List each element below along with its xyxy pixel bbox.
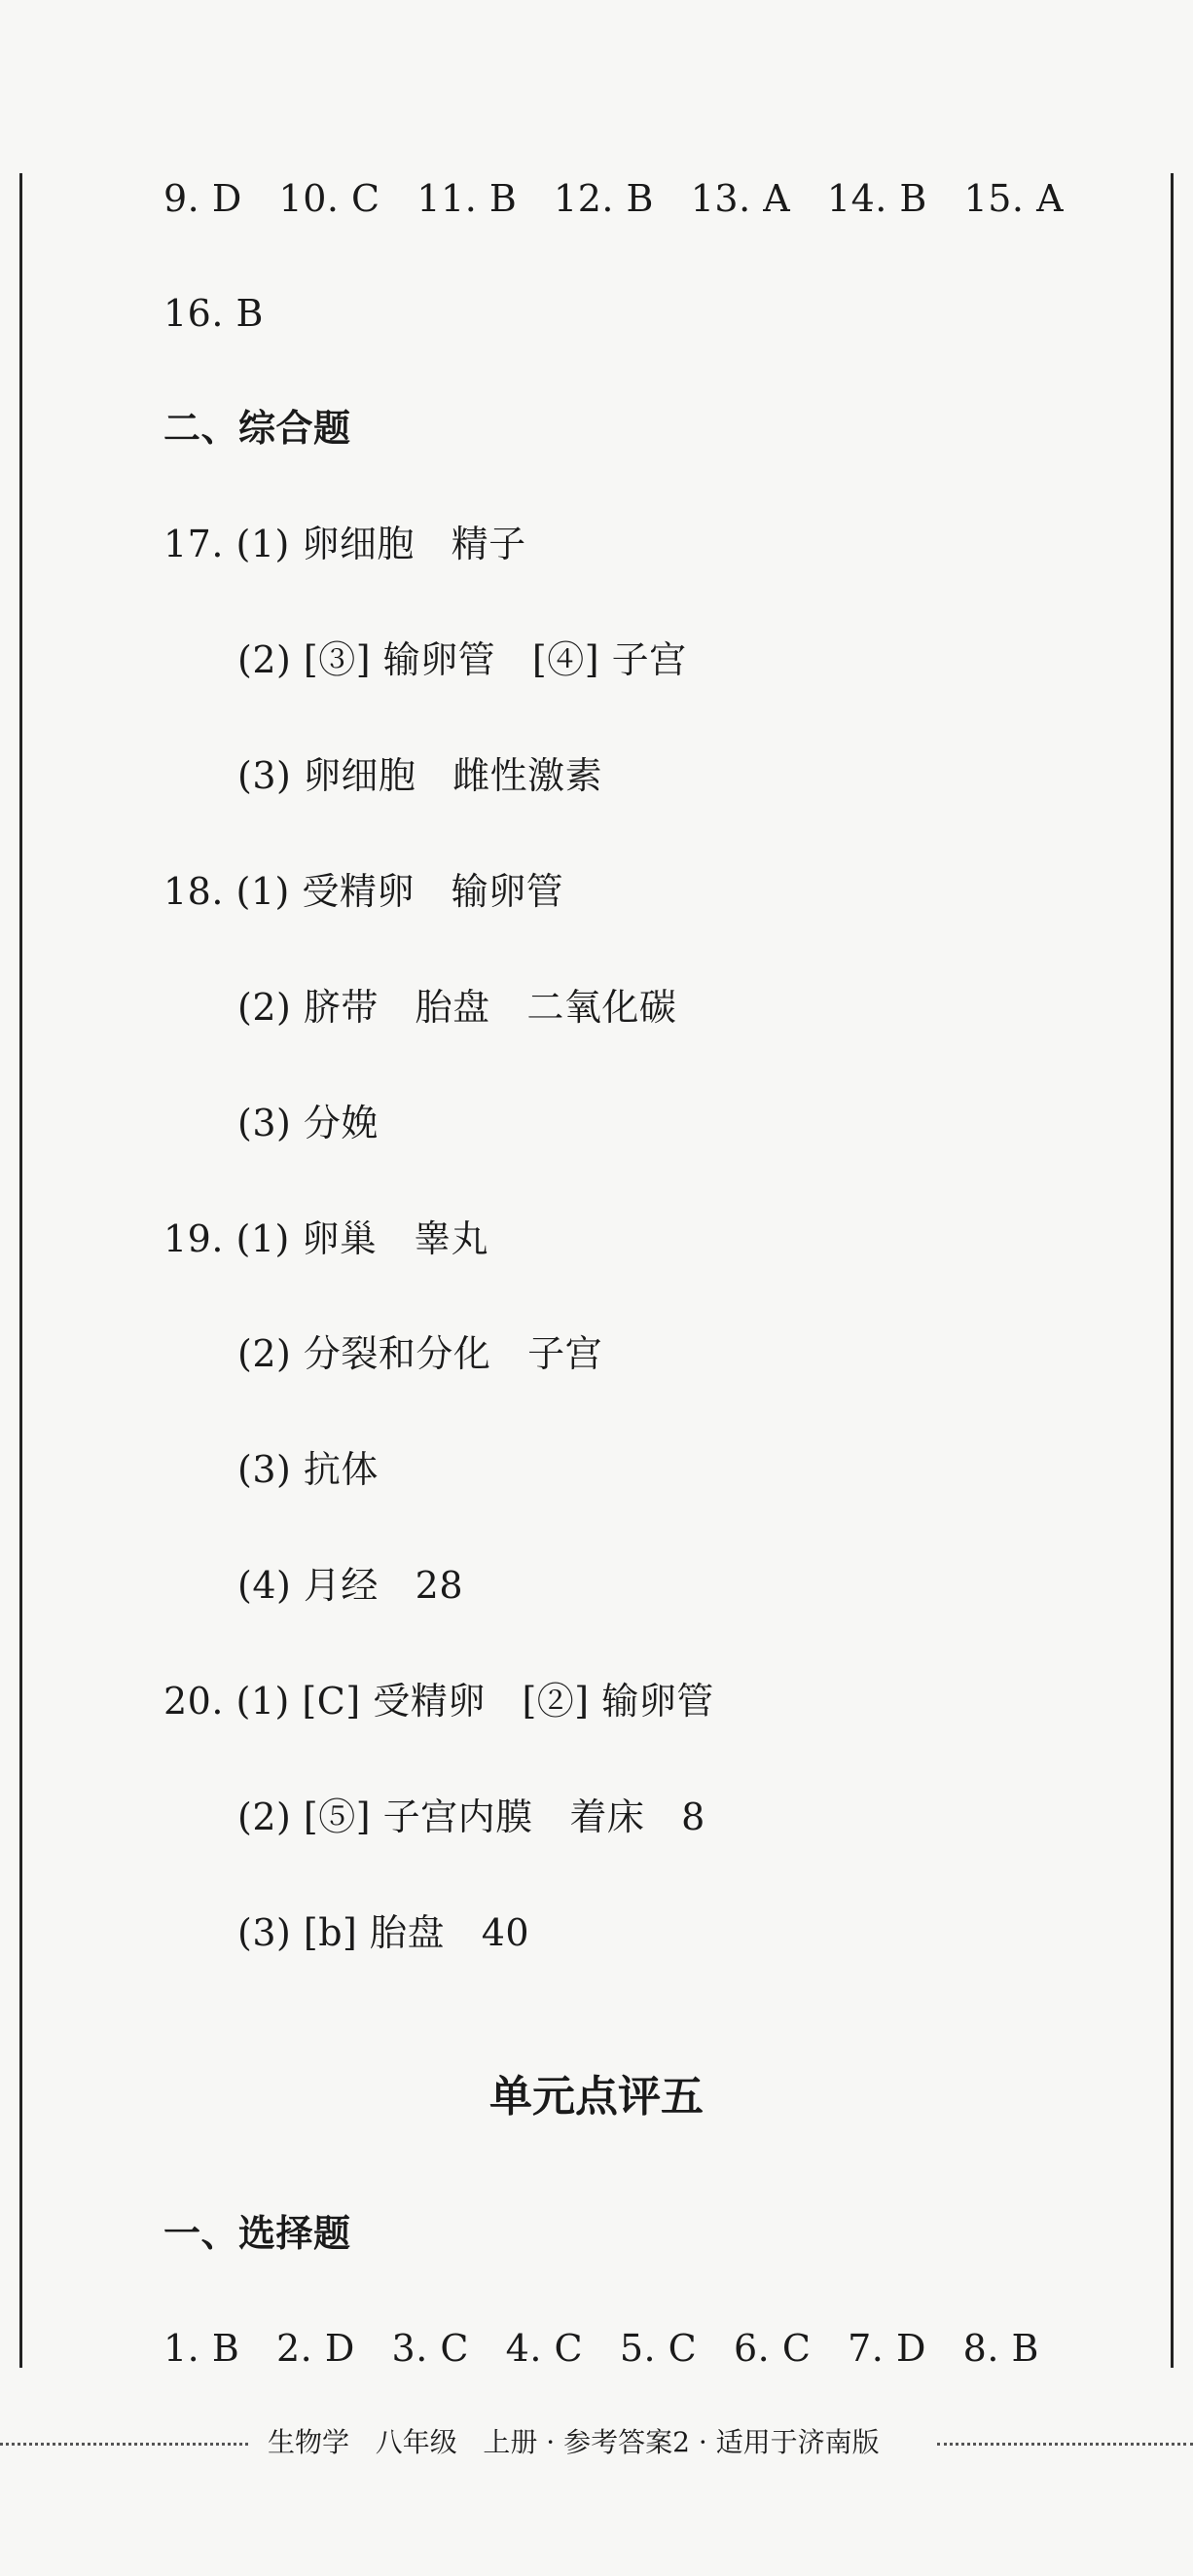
answer-19-3: (3) 抗体 (237, 1448, 379, 1491)
page-footer (0, 2423, 1193, 2462)
answer-18-3: (3) 分娩 (237, 1102, 379, 1144)
answer-20-3: (3) [b] 胎盘 40 (237, 1911, 530, 1954)
answer-19-2: (2) 分裂和分化 子宫 (237, 1332, 603, 1375)
section-heading-choice: 一、选择题 (163, 2212, 351, 2255)
footer-text: 生物学 八年级 上册 · 参考答案2 · 适用于济南版 (268, 2426, 880, 2458)
section-heading-comprehensive: 二、综合题 (163, 407, 351, 450)
answer-17-3: (3) 卵细胞 雌性激素 (237, 754, 603, 797)
answer-17-2: (2) [③] 输卵管 [④] 子宫 (237, 638, 687, 681)
unit-review-title: 单元点评五 (489, 2072, 704, 2122)
footer-dotted-rule-right (937, 2443, 1193, 2446)
left-border-line (19, 173, 22, 2368)
answer-line-choice-16: 16. B (163, 292, 264, 335)
answer-17-1: 17. (1) 卵细胞 精子 (163, 523, 526, 565)
answer-19-4: (4) 月经 28 (237, 1564, 463, 1607)
answer-line-choice-9-15: 9. D 10. C 11. B 12. B 13. A 14. B 15. A (163, 177, 1065, 220)
answer-19-1: 19. (1) 卵巢 睾丸 (163, 1217, 489, 1260)
footer-dotted-rule-left (0, 2443, 248, 2446)
answer-20-1: 20. (1) [C] 受精卵 [②] 输卵管 (163, 1680, 714, 1723)
answer-20-2: (2) [⑤] 子宫内膜 着床 8 (237, 1796, 705, 1838)
answer-18-2: (2) 脐带 胎盘 二氧化碳 (237, 986, 677, 1029)
right-border-line (1171, 173, 1174, 2368)
answer-18-1: 18. (1) 受精卵 输卵管 (163, 870, 564, 913)
answer-line-choice-1-8: 1. B 2. D 3. C 4. C 5. C 6. C 7. D 8. B (163, 2327, 1039, 2370)
